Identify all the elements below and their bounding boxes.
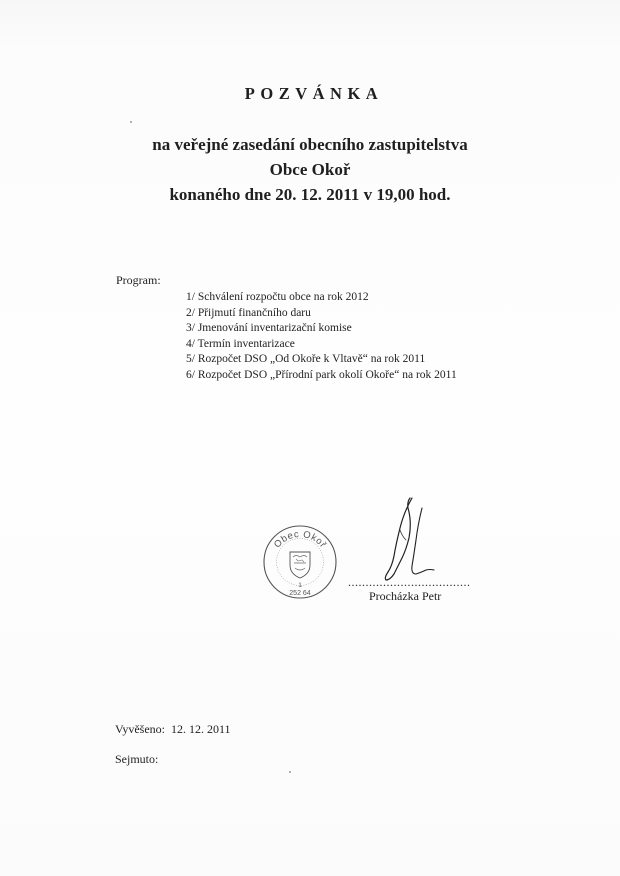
municipal-stamp (262, 524, 338, 600)
removed-date-row (115, 752, 158, 767)
program-item: 4/ Termín inventarizace (186, 337, 295, 350)
posted-date-row (115, 722, 231, 737)
program-item: 6/ Rozpočet DSO „Přírodní park okolí Okoře“ na rok 2011 (186, 368, 457, 381)
removed-label: Sejmuto: (115, 752, 159, 766)
stamp-postcode: 252 64 (289, 590, 311, 597)
program-item: 5/ Rozpočet DSO „Od Okoře k Vltavě“ na rok 2011 (186, 353, 426, 365)
subtitle-line-3: konaného dne 20. 12. 2011 v 19,00 hod. (169, 185, 451, 204)
program-item: 1/ Schválení rozpočtu obce na rok 2012 (186, 291, 369, 303)
subtitle-line-1: na veřejné zasedání obecního zastupitelstva (152, 135, 468, 154)
signature-line: ................................... (348, 575, 471, 589)
handwritten-signature (374, 494, 444, 584)
stamp-number: 1 (298, 582, 302, 589)
program-item: 3/ Jmenování inventarizační komise (186, 322, 352, 334)
program-label: Program: (116, 273, 161, 287)
program-item: 2/ Přijmutí finančního daru (186, 306, 311, 319)
stamp-name: Obec Okoř (271, 528, 329, 551)
program-list (186, 290, 457, 383)
document-title: POZVÁNKA (244, 84, 384, 103)
coat-of-arms-icon (290, 552, 310, 578)
posted-label: Vyvěšeno: (115, 722, 165, 736)
posted-value: 12. 12. 2011 (171, 722, 231, 736)
scan-speck (289, 771, 291, 773)
subtitle-line-2: Obce Okoř (269, 160, 351, 179)
signer-name: Procházka Petr (369, 589, 442, 603)
scan-speck (130, 121, 132, 123)
